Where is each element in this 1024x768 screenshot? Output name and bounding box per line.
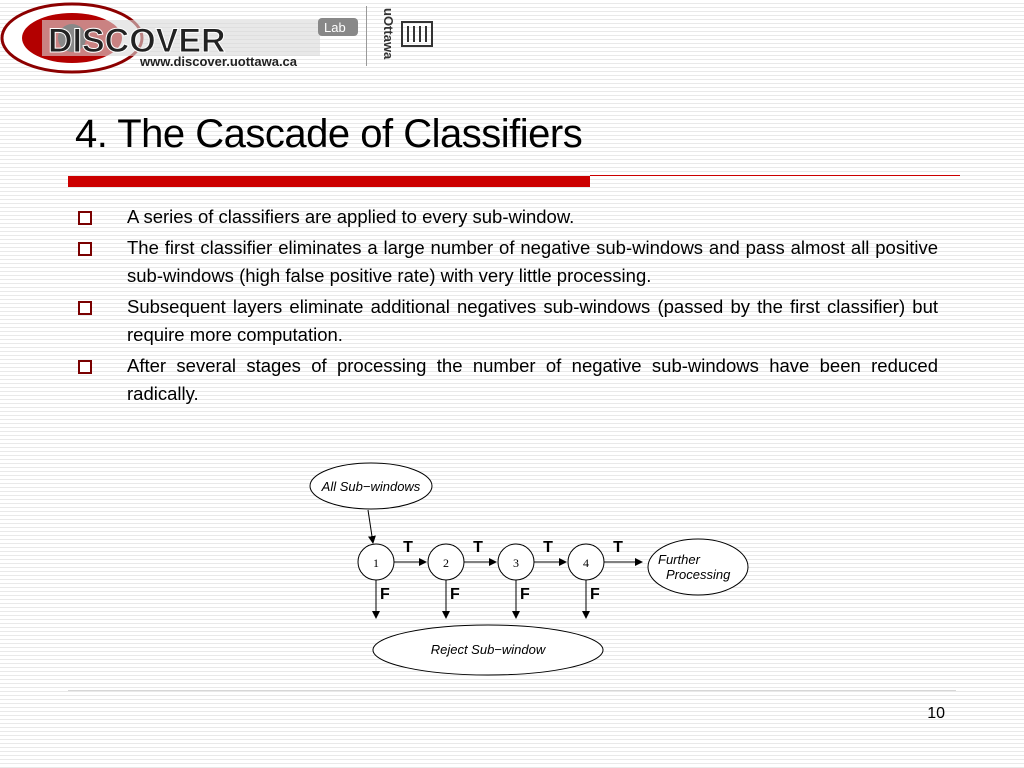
reject-node-label: Reject Sub−window bbox=[430, 642, 546, 657]
square-bullet-icon bbox=[78, 301, 92, 315]
title-underline-thick bbox=[68, 176, 590, 187]
slide-title: 4. The Cascade of Classifiers bbox=[75, 112, 583, 156]
input-node-label: All Sub−windows bbox=[321, 479, 421, 494]
bullet-text: After several stages of processing the number of negative sub-windows have been reduced radically. bbox=[127, 355, 938, 404]
bullet-text: The first classifier eliminates a large number of negative sub-windows and pass almost all positive sub-windows (high false positive rate) with very little processing. bbox=[127, 237, 938, 286]
building-icon bbox=[402, 22, 432, 46]
bullet-item bbox=[76, 352, 938, 408]
false-label: F bbox=[520, 586, 530, 603]
footer-divider bbox=[68, 690, 956, 691]
true-label: T bbox=[543, 539, 553, 556]
logo-url-text: www.discover.uottawa.ca bbox=[140, 54, 298, 69]
false-label: F bbox=[380, 586, 390, 603]
square-bullet-icon bbox=[78, 242, 92, 256]
page-number: 10 bbox=[927, 705, 945, 722]
title-underline-thin bbox=[590, 175, 960, 176]
cascade-diagram bbox=[300, 455, 760, 685]
logo-lab-text: Lab bbox=[324, 20, 346, 35]
bullet-text: A series of classifiers are applied to every sub-window. bbox=[127, 206, 575, 227]
further-processing-label-line1: Further bbox=[658, 552, 700, 567]
stage-label: 1 bbox=[373, 556, 379, 570]
logo-brand-text: DISCOVER bbox=[48, 22, 226, 60]
true-label: T bbox=[473, 539, 483, 556]
logo-university-text: uOttawa bbox=[381, 8, 396, 60]
bullet-list bbox=[76, 203, 938, 411]
true-label: T bbox=[613, 539, 623, 556]
bullet-item bbox=[76, 203, 938, 231]
false-label: F bbox=[590, 586, 600, 603]
bullet-item bbox=[76, 293, 938, 349]
discover-lab-logo bbox=[0, 0, 440, 74]
input-arrow bbox=[368, 510, 373, 543]
stage-label: 2 bbox=[443, 556, 449, 570]
bullet-text: Subsequent layers eliminate additional negatives sub-windows (passed by the first classifier) but require more computation. bbox=[127, 296, 938, 345]
square-bullet-icon bbox=[78, 211, 92, 225]
true-label: T bbox=[403, 539, 413, 556]
square-bullet-icon bbox=[78, 360, 92, 374]
further-processing-label-line2: Processing bbox=[666, 567, 731, 582]
stage-label: 4 bbox=[583, 556, 589, 570]
false-label: F bbox=[450, 586, 460, 603]
stage-label: 3 bbox=[513, 556, 519, 570]
bullet-item bbox=[76, 234, 938, 290]
